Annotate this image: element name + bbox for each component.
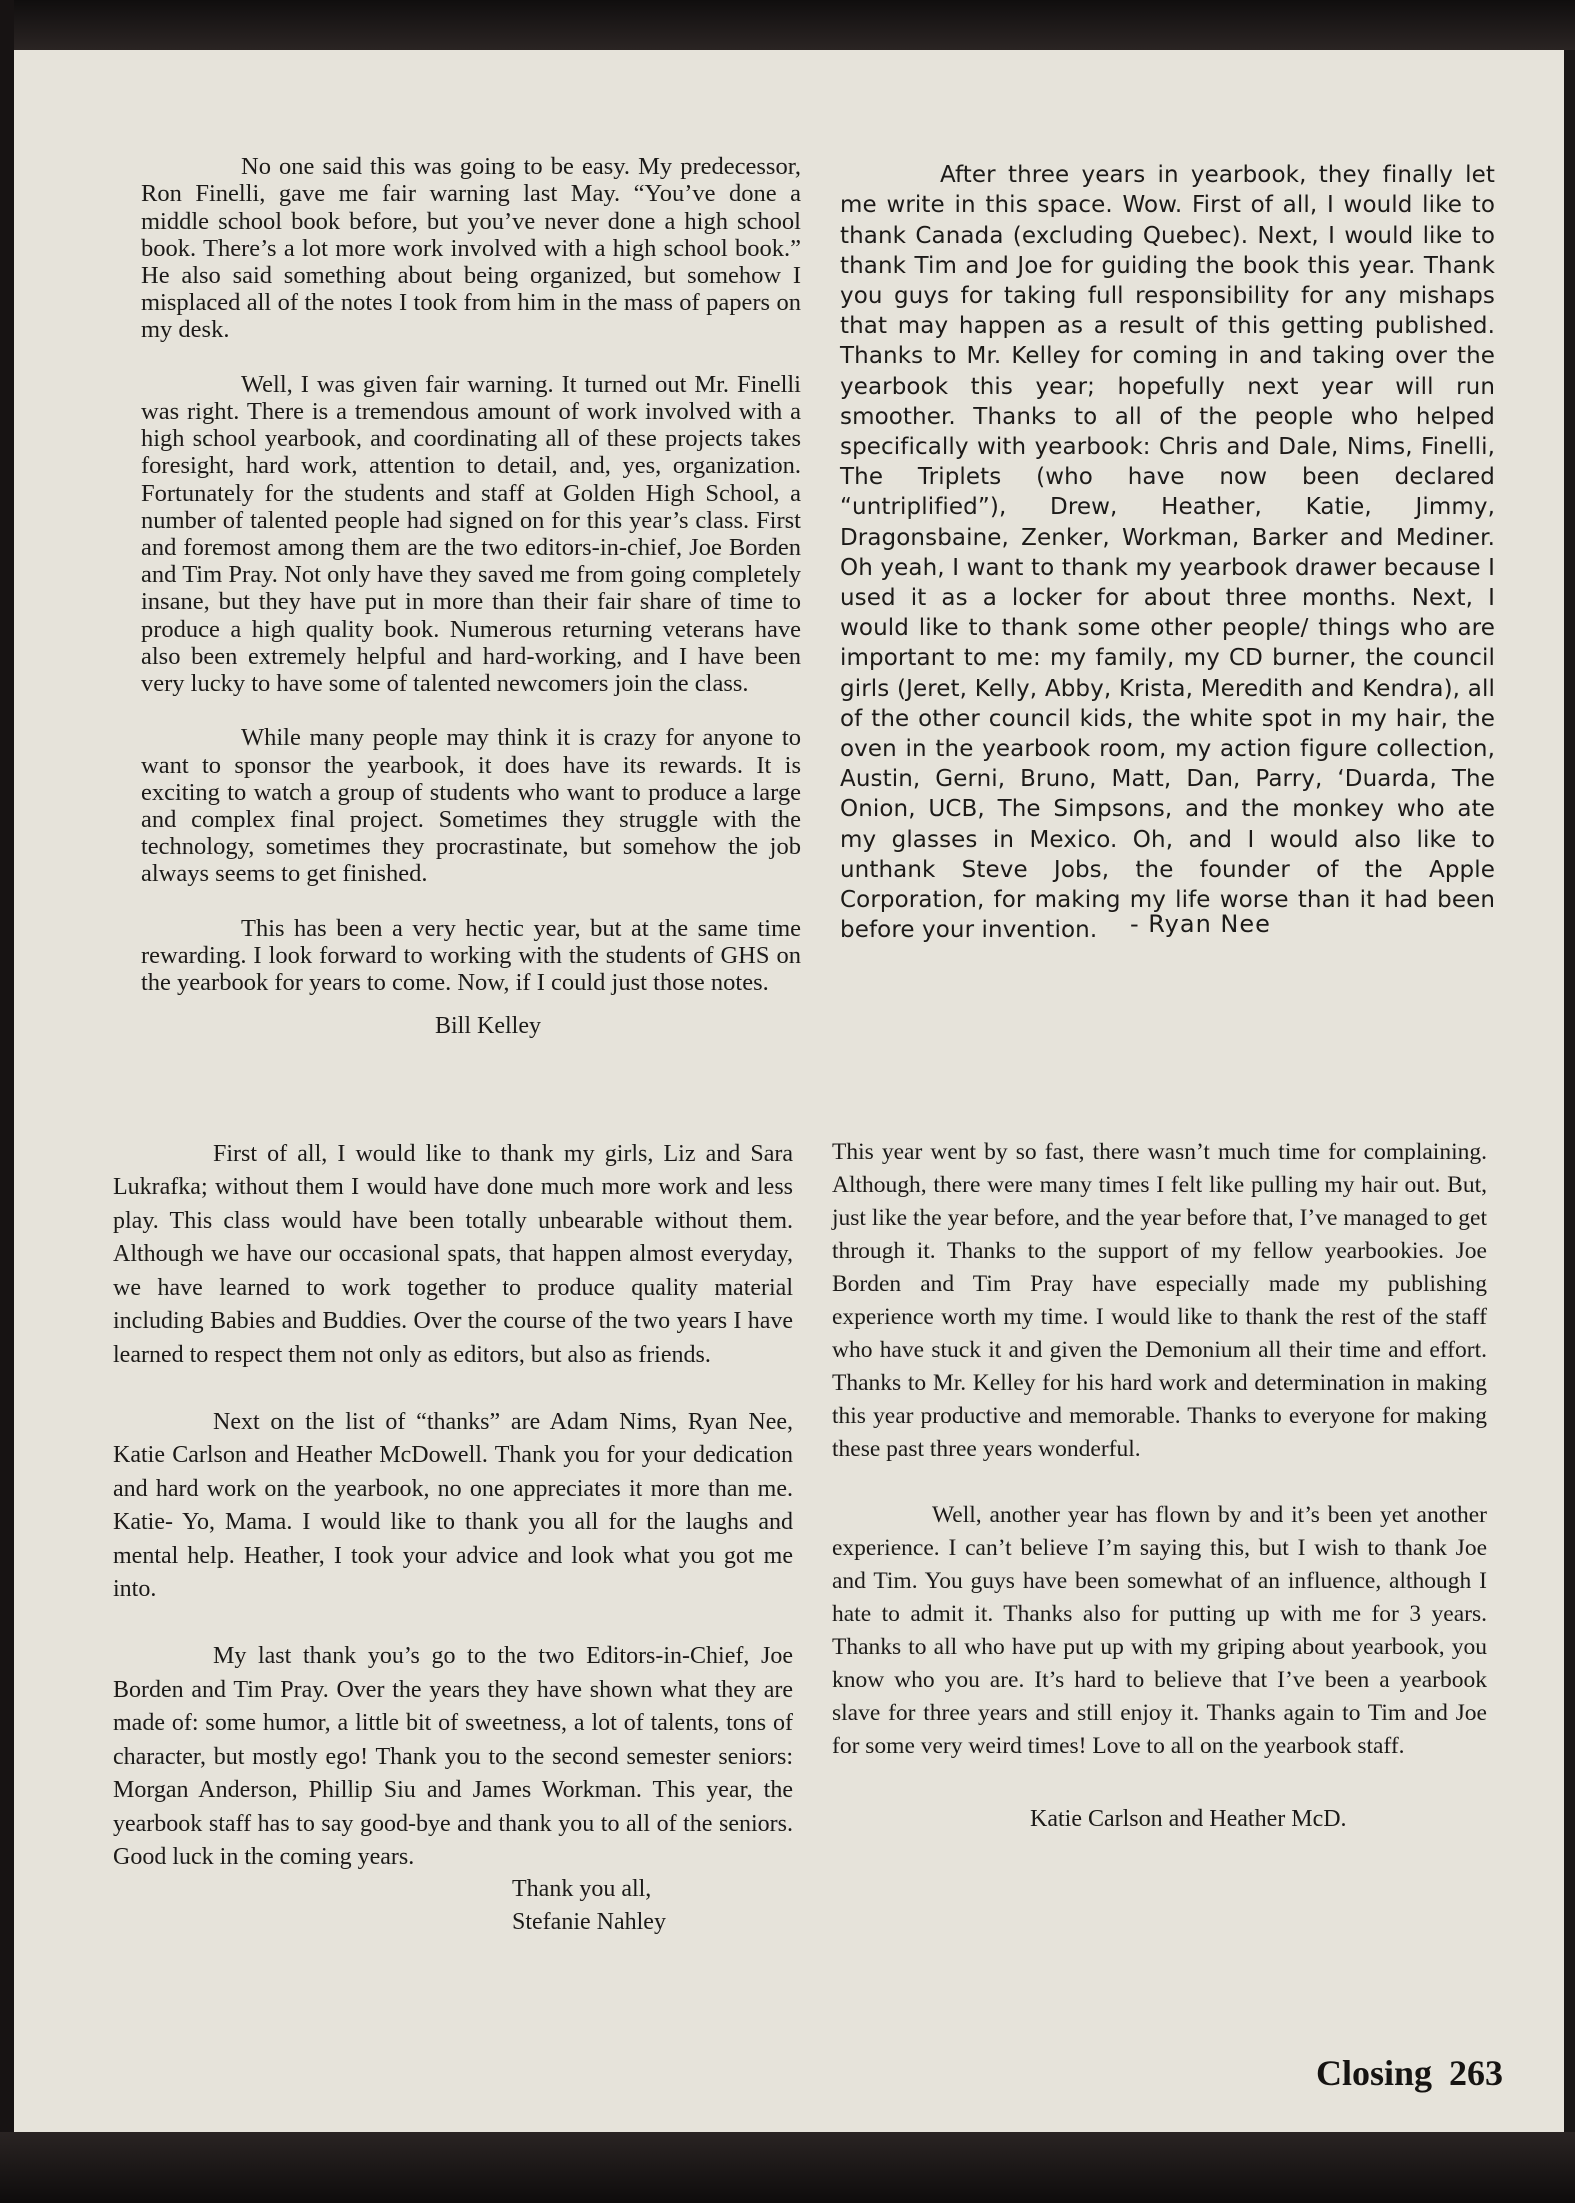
letter-bill-kelley xyxy=(141,126,801,1024)
scan-edge-top xyxy=(0,0,1575,50)
letter-paragraph: No one said this was going to be easy. My predecessor, Ron Finelli, gave me fair warning last May. “You’ve done a middle school book before, but you’ve never done a high school book. There’s a lot more work involved with a high school book.” He also said something about being organized, but somehow I misplaced all of the notes I took from him in the mass of papers on my desk. xyxy=(141,153,801,344)
letter-paragraph: First of all, I would like to thank my girls, Liz and Sara Lukrafka; without them I would have done much more work and less play. This class would have been totally unbearable without them. Although we have our occasional spats, that happen almost everyday, we have learned to work together to produce quality material including Babies and Buddies. Over the course of the two years I have learned to respect them not only as editors, but also as friends. xyxy=(113,1140,793,1368)
letter-paragraph: After three years in yearbook, they finally let me write in this space. Wow. First of all, I would like to thank Canada (excluding Quebec). Next, I would like to thank Tim and Joe for guiding the book this year. Thank you guys for taking full responsibility for any mishaps that may happen as a result of this getting published. Thanks to Mr. Kelley for coming in and taking over the yearbook this year; hopefully next year will run smoother. Thanks to all of the people who helped specifically with yearbook: Chris and Dale, Nims, Finelli, The Triplets (who have now been declared “untriplified”), Drew, Heather, Katie, Jimmy, Dragonsbaine, Zenker, Workman, Barker and Mediner. Oh yeah, I want to thank my yearbook drawer because I used it as a locker for about three months. Next, I would like to thank some other people/ things who are important to me: my family, my CD burner, the council girls (Jeret, Kelly, Abby, Krista, Meredith and Kendra), all of the other council kids, the white spot in my hair, the oven in the yearbook room, my action figure collection, Austin, Gerni, Bruno, Matt, Dan, Parry, ‘Duarda, The Onion, UCB, The Simpsons, and the monkey who ate my glasses in Mexico. Oh, and I would also like to unthank Steve Jobs, the founder of the Apple Corporation, for making my life worse than it had been before your invention. xyxy=(840,162,1495,944)
scan-edge-left xyxy=(0,0,14,2203)
letter-paragraph: Well, I was given fair warning. It turned out Mr. Finelli was right. There is a tremendous amount of work involved with a high school yearbook, and coordinating all of these projects takes foresight, hard work, attention to detail, and, yes, organization. Fortunately for the students and staff at Golden High School, a number of talented people had signed on for this year’s class. First and foremost among them are the two editors-in-chief, Joe Borden and Tim Pray. Not only have they saved me from going completely insane, but they have put in more than their fair share of time to produce a high quality book. Numerous returning veterans have also been extremely helpful and hard-working, and I have been very lucky to have some of talented newcomers join the class. xyxy=(141,370,801,698)
letter-paragraph: While many people may think it is crazy for anyone to want to sponsor the yearbook, it does have its rewards. It is exciting to watch a group of students who want to produce a large and complex final project. Sometimes they struggle with the technology, sometimes they procrastinate, but somehow the job always seems to get finished. xyxy=(141,724,801,888)
signature-katie-heather: Katie Carlson and Heather McD. xyxy=(1030,1806,1347,1832)
letter-paragraph: This has been a very hectic year, but at the same time rewarding. I look forward to working with the students of GHS on the yearbook for years to come. Now, if I could just those notes. xyxy=(141,914,801,997)
folio-section: Closing xyxy=(1315,2053,1432,2093)
scan-edge-bottom xyxy=(0,2132,1575,2203)
closing-thank-you: Thank you all, xyxy=(512,1876,652,1902)
signature-ryan-nee: - Ryan Nee xyxy=(1130,910,1271,938)
page-folio xyxy=(1316,2052,1503,2094)
letter-paragraph: This year went by so fast, there wasn’t much time for complaining. Although, there were many times I felt like pulling my hair out. But, just like the year before, and the year before that, I’ve managed to get through it. Thanks to the support of my fellow yearbookies. Joe Borden and Tim Pray have especially made my publishing experience worth my time. I would like to thank the rest of the staff who have stuck it and given the Demonium all their time and effort. Thanks to Mr. Kelley for his hard work and determination in making this year productive and memorable. Thanks to everyone for making these past three years wonderful. xyxy=(832,1139,1487,1462)
letter-paragraph: Well, another year has flown by and it’s been yet another experience. I can’t believe I’m saying this, but I wish to thank Joe and Tim. You guys have been somewhat of an influence, although I hate to admit it. Thanks also for putting up with me for 3 years. Thanks to all who have put up with my griping about yearbook, you know who you are. It’s hard to believe that I’ve been a yearbook slave for three years and still enjoy it. Thanks again to Tim and Joe for some very weird times! Love to all on the yearbook staff. xyxy=(832,1502,1487,1759)
letter-ryan-nee xyxy=(840,130,1495,976)
signature-bill-kelley: Bill Kelley xyxy=(435,1013,541,1039)
letter-paragraph: Next on the list of “thanks” are Adam Nims, Ryan Nee, Katie Carlson and Heather McDowell. Thank you for your dedication and hard work on the yearbook, no one appreciates it more than me. Katie- Yo, Mama. I would like to thank you all for the laughs and mental help. Heather, I took your advice and look what you got me into. xyxy=(113,1408,793,1602)
signature-stefanie-nahley: Stefanie Nahley xyxy=(512,1909,666,1935)
folio-page-number: 263 xyxy=(1449,2053,1503,2093)
letter-stefanie-nahley xyxy=(113,1104,793,1908)
letter-paragraph: My last thank you’s go to the two Editors-in-Chief, Joe Borden and Tim Pray. Over the years they have shown what they are made of: some humor, a little bit of sweetness, a lot of talents, tons of character, but mostly ego! Thank you to the second semester seniors: Morgan Anderson, Phillip Siu and James Workman. This year, the yearbook staff has to say good-bye and thank you to all of the seniors. Good luck in the coming years. xyxy=(113,1643,793,1870)
letter-katie-heather xyxy=(832,1103,1487,1796)
